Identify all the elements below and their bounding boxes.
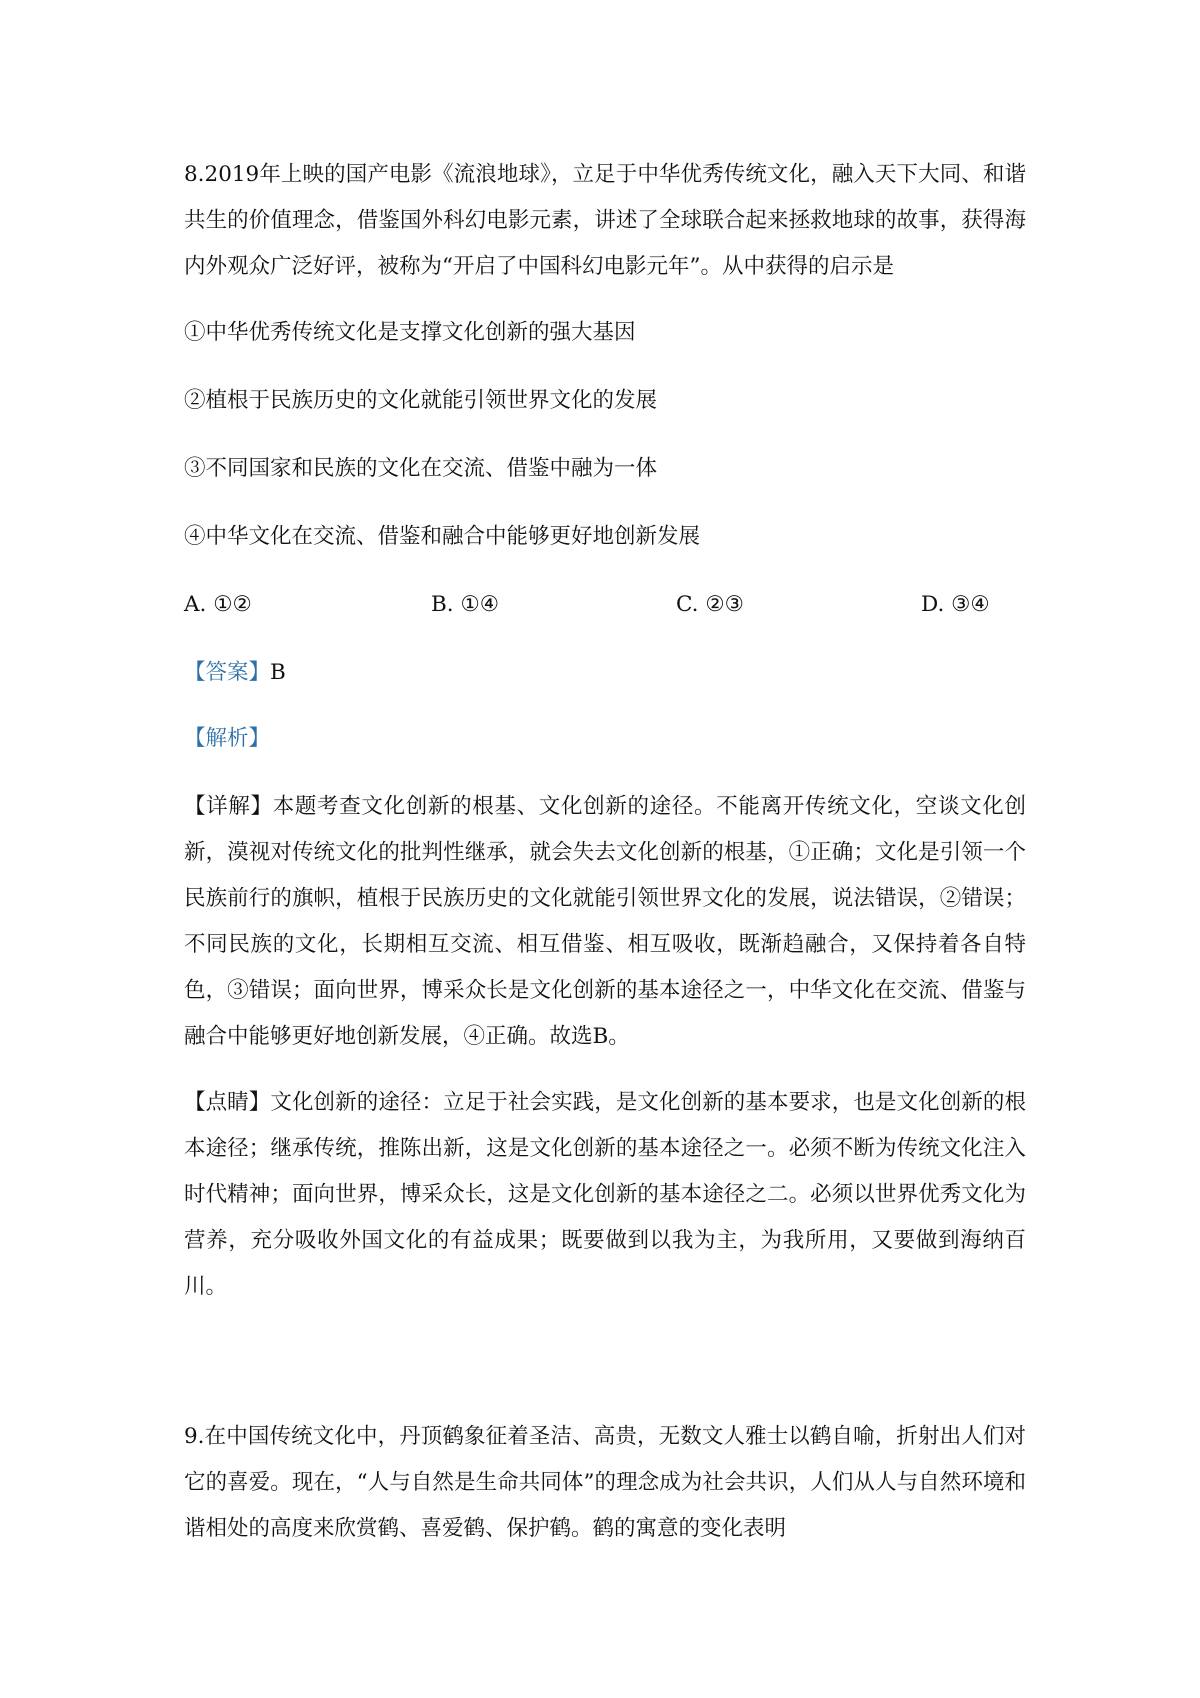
tip-tag: 【点睛】 [184, 1090, 271, 1115]
question-8-statement-1: ①中华优秀传统文化是支撑文化创新的强大基因 [184, 320, 636, 345]
question-9-stem: 9.在中国传统文化中，丹顶鹤象征着圣洁、高贵，无数文人雅士以鹤自喻，折射出人们对它的喜爱。现在，“人与自然是生命共同体”的理念成为社会共识，人们从人与自然环境和谐相处的高度来欣赏鹤、喜爱鹤、保护鹤。鹤的寓意的变化表明 [184, 1424, 1026, 1541]
choice-b: B. ①④ [431, 592, 500, 617]
answer-value: B [270, 660, 286, 685]
tip-paragraph [184, 1080, 1026, 1310]
choice-d: D. ③④ [921, 592, 990, 617]
choice-a: A. ①② [184, 592, 252, 617]
question-8-block [184, 152, 1026, 1310]
answer-line [184, 650, 1026, 696]
question-8-statement-3: ③不同国家和民族的文化在交流、借鉴中融为一体 [184, 456, 658, 481]
tip-text: 文化创新的途径：立足于社会实践，是文化创新的基本要求，也是文化创新的根本途径；继承传统，推陈出新，这是文化创新的基本途径之一。必须不断为传统文化注入时代精神；面向世界，博采众长，这是文化创新的基本途径之二。必须以世界优秀文化为营养，充分吸收外国文化的有益成果；既要做到以我为主，为我所用，又要做到海纳百川。 [184, 1090, 1026, 1299]
analysis-tag: 【解析】 [184, 726, 271, 751]
detail-paragraph [184, 784, 1026, 1060]
question-8-statement-4: ④中华文化在交流、借鉴和融合中能够更好地创新发展 [184, 524, 701, 549]
question-8-stem: 8.2019年上映的国产电影《流浪地球》，立足于中华优秀传统文化，融入天下大同、和谐共生的价值理念，借鉴国外科幻电影元素，讲述了全球联合起来拯救地球的故事，获得海内外观众广泛好评，被称为“开启了中国科幻电影元年”。从中获得的启示是 [184, 162, 1026, 279]
choice-c: C. ②③ [676, 592, 744, 617]
question-8-statement-2: ②植根于民族历史的文化就能引领世界文化的发展 [184, 388, 658, 413]
detail-text: 本题考查文化创新的根基、文化创新的途径。不能离开传统文化，空谈文化创新，漠视对传统文化的批判性继承，就会失去文化创新的根基，①正确；文化是引领一个民族前行的旗帜，植根于民族历史的文化就能引领世界文化的发展，说法错误，②错误；不同民族的文化，长期相互交流、相互借鉴、相互吸收，既渐趋融合，又保持着各自特色，③错误；面向世界，博采众长是文化创新的基本途径之一，中华文化在交流、借鉴与融合中能够更好地创新发展，④正确。故选B。 [184, 794, 1026, 1049]
analysis-heading [184, 716, 1026, 762]
detail-tag: 【详解】 [184, 794, 273, 819]
answer-tag: 【答案】 [184, 660, 271, 685]
question-9-block [184, 1414, 1026, 1552]
question-8-choices [184, 582, 1026, 628]
